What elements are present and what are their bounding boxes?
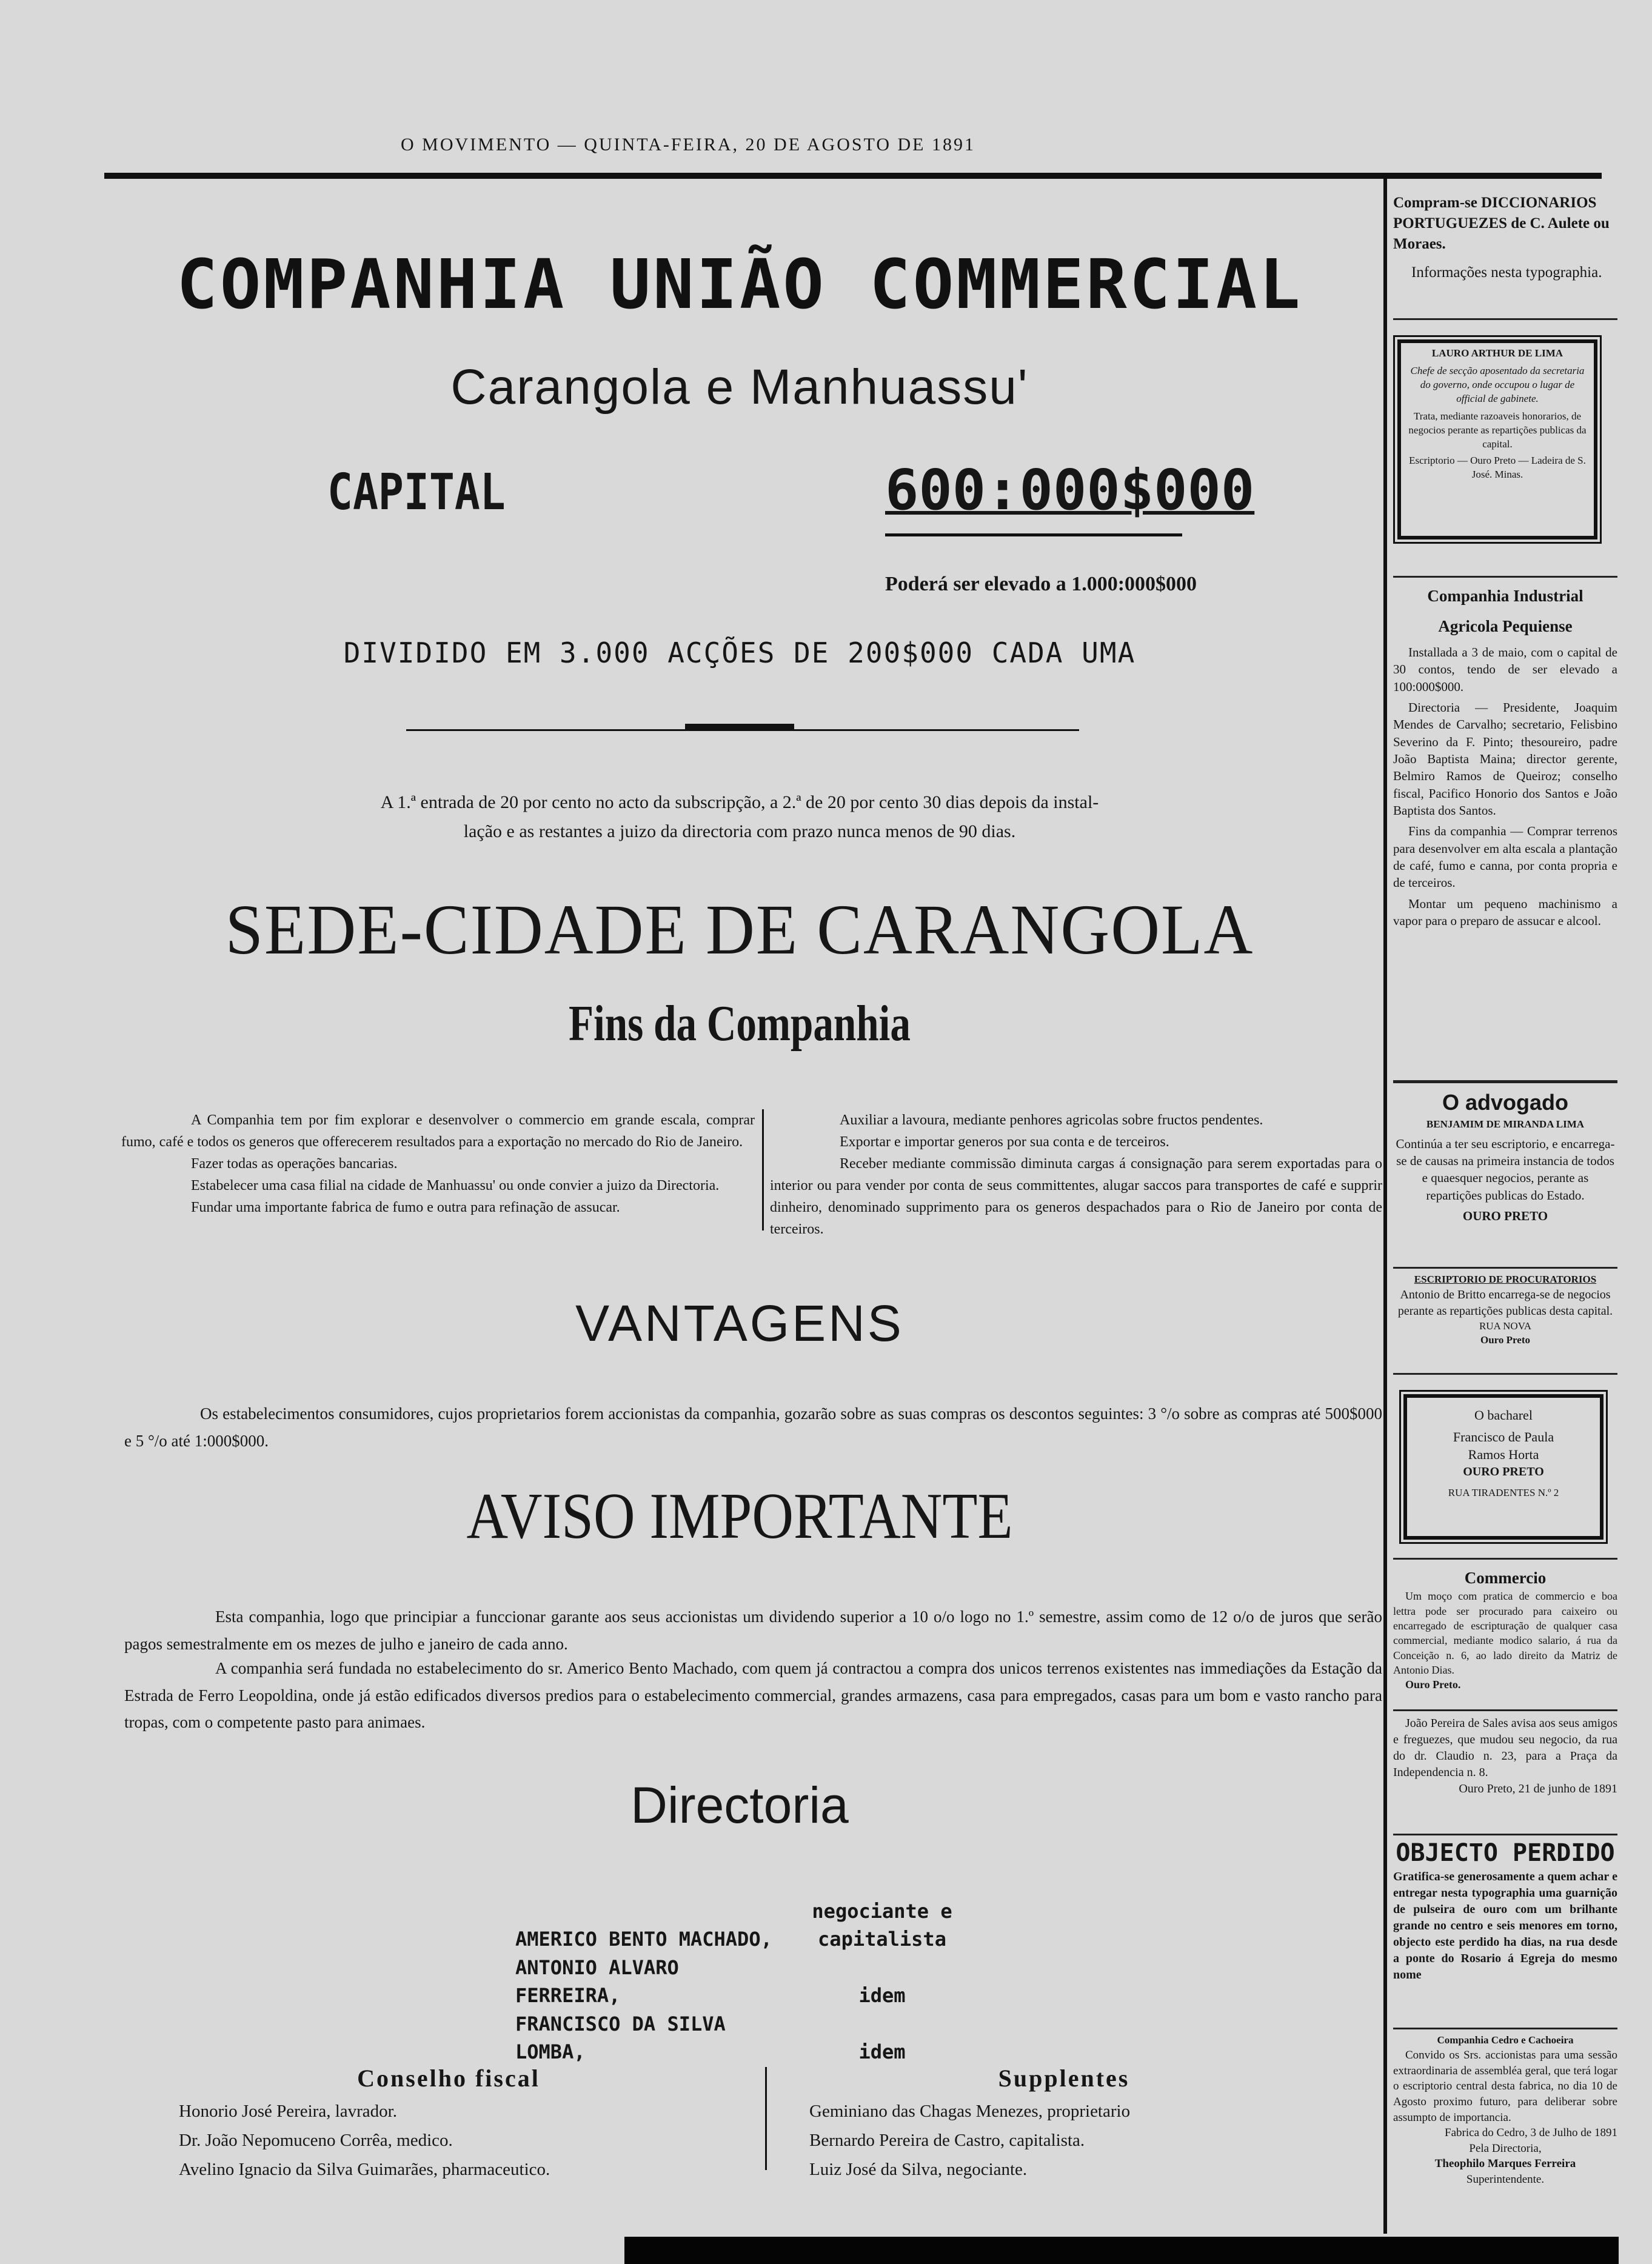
ad-bacharel-2: Francisco de Paula: [1453, 1429, 1554, 1444]
capital-underline: [885, 533, 1182, 536]
ad-advogado-title: O advogado: [1442, 1090, 1569, 1115]
rule: [1393, 576, 1617, 578]
supplentes-heading: Supplentes: [998, 2065, 1130, 2092]
director-role: negociante e capitalista: [812, 1900, 952, 1951]
entry-line-2: lação e as restantes a juizo da directoria com prazo nunca menos de 90 dias.: [463, 821, 1016, 841]
conselho-list: [179, 2097, 724, 2185]
fins-left-item: Fundar uma importante fabrica de fumo e outra para refinação de assucar.: [191, 1200, 620, 1215]
ad-bacharel-1: O bacharel: [1474, 1407, 1533, 1423]
fins-right-item: Auxiliar a lavoura, mediante penhores agricolas sobre fructos pendentes.: [840, 1112, 1263, 1128]
company-title: COMPANHIA UNIÃO COMMERCIAL: [176, 245, 1303, 324]
ad-sales: [1393, 1715, 1617, 1797]
rule: [1393, 318, 1617, 320]
scan-edge-shadow: [624, 2237, 1619, 2264]
vantagens-heading: VANTAGENS: [575, 1295, 904, 1352]
ad-advogado: [1393, 1088, 1617, 1224]
ad-cc-sign2: Theophilo Marques Ferreira: [1434, 2157, 1576, 2171]
ad-pequiense: [1393, 585, 1617, 929]
supplente-member: Luiz José da Silva, negociante.: [809, 2159, 1028, 2179]
ad-proc-city: Ouro Preto: [1480, 1334, 1530, 1346]
ad-commercio: [1393, 1567, 1617, 1692]
fins-left-column: [121, 1109, 755, 1218]
directors-list: [515, 1897, 1061, 2066]
director-row: [515, 2010, 1061, 2066]
directoria-heading: Directoria: [630, 1777, 849, 1834]
ad-commercio-title: Commercio: [1464, 1569, 1547, 1587]
ad-bacharel-3: Ramos Horta: [1468, 1447, 1539, 1463]
ad-diccionarios-text: Compram-se DICCIONARIOS PORTUGUEZES de C. Aulete ou Moraes.: [1393, 195, 1610, 252]
ad-proc-title: ESCRIPTORIO DE PROCURATORIOS: [1414, 1274, 1597, 1285]
director-role: idem: [858, 2040, 906, 2063]
ad-diccionarios: [1393, 193, 1617, 283]
rule: [1393, 1709, 1617, 1711]
ad-cc-date: Fabrica do Cedro, 3 de Julho de 1891: [1445, 2126, 1617, 2140]
ad-pequiense-p2: Directoria — Presidente, Joaquim Mendes de Carvalho; secretario, Felisbino Severino da F. Pinto; thesoureiro, padre João Baptista Maina; director gerente, Belmiro Ramos de Queiroz; conselho fiscal, Pacifico Honorio dos Santos e João Baptista dos Santos.: [1393, 700, 1617, 818]
ad-commercio-city: Ouro Preto.: [1405, 1678, 1461, 1691]
ad-pequiense-p1: Installada a 3 de maio, com o capital de 30 contos, tendo de ser elevado a 100:000$000.: [1393, 644, 1617, 694]
supplente-member: Geminiano das Chagas Menezes, proprietario: [809, 2102, 1131, 2121]
rule: [1393, 1080, 1617, 1083]
ad-cc-title: Companhia Cedro e Cachoeira: [1437, 2034, 1574, 2046]
aviso-paragraph-2: A companhia será fundada no estabelecimento do sr. Americo Bento Machado, com quem já contractou a compra dos unicos terrenos existentes nas immediações da Estação da Estrada de Ferro Leopoldina, onde já estão edificados diversos predios para o estabelecimento commercial, grandes armazens, casa para empregados, casas para um bom e vasto rancho para tropas, com o competente pasto para animaes.: [124, 1659, 1382, 1732]
fins-left-item: Fazer todas as operações bancarias.: [191, 1156, 398, 1172]
ad-objecto-text: Gratifica-se generosamente a quem achar e entregar nesta typographia uma guarnição de pulseira de ouro com um brilhante grande no centro e seis menores em torno, objecto este perdido ha dias, na rua desde a ponte do Rosario á Egreja do mesmo nome: [1393, 1870, 1617, 1982]
ad-lauro-name: LAURO ARTHUR DE LIMA: [1431, 347, 1563, 359]
ad-pequiense-p3: Fins da companhia — Comprar terrenos para desenvolver em alta escala a plantação de café, fumo e canna, por conta propria e de terceiros.: [1393, 824, 1617, 890]
ad-lauro-p1: Chefe de secção aposentado da secretaria do governo, onde occupou o lugar de official de gabinete.: [1410, 364, 1585, 404]
director-name: ANTONIO ALVARO FERREIRA,: [515, 1955, 679, 2008]
rule: [1393, 1834, 1617, 1835]
ad-diccionarios-info: Informações nesta typographia.: [1411, 264, 1602, 281]
ad-sales-text: João Pereira de Sales avisa aos seus amigos e freguezes, que mudou seu negocio, da rua do dr. Claudio n. 23, para a Praça da Independencia n. 8.: [1393, 1717, 1617, 1779]
capital-note: Poderá ser elevado a 1.000:000$000: [885, 573, 1197, 595]
ad-procuratorios: [1393, 1273, 1617, 1347]
ad-advogado-text: Continúa a ter seu escriptorio, e encarrega-se de causas na primeira instancia de todos e quaesquer negocios, perante as repartições publicas do Estado.: [1396, 1136, 1615, 1203]
entry-terms: [103, 788, 1376, 846]
director-name: FRANCISCO DA SILVA LOMBA,: [515, 2012, 726, 2063]
ad-cc-sign1: Pela Directoria,: [1469, 2142, 1542, 2155]
conselho-member: Honorio José Pereira, lavrador.: [179, 2102, 397, 2121]
fins-right-item: Exportar e importar generos por sua conta e de terceiros.: [840, 1134, 1169, 1150]
fins-right-column: [770, 1109, 1382, 1240]
fins-left-item: Estabelecer uma casa filial na cidade de Manhuassu' ou onde convier a juizo da Directoria.: [191, 1178, 720, 1194]
ad-lauro-box: [1397, 339, 1597, 539]
capital-value: 600:000$000: [885, 458, 1255, 523]
vantagens-text: Os estabelecimentos consumidores, cujos proprietarios forem accionistas da companhia, gozarão sobre as suas compras os descontos seguintes: 3 °/o sobre as compras até 500$000 e 5 °/o até 1:000$000.: [124, 1404, 1382, 1450]
company-subtitle: Carangola e Manhuassu': [450, 359, 1029, 415]
conselho-member: Avelino Ignacio da Silva Guimarães, pharmaceutico.: [179, 2159, 550, 2179]
director-name: AMERICO BENTO MACHADO,: [515, 1928, 772, 1951]
ad-commercio-text: Um moço com pratica de commercio e boa lettra pode ser procurado para caixeiro ou encarregado de escripturação de qualquer casa commercial, mediante modico salario, á rua da Conceição n. 6, ao lado direito da Matriz de Antonio Dias.: [1393, 1590, 1617, 1676]
fins-divider: [762, 1109, 764, 1231]
rule: [1393, 1373, 1617, 1375]
supplentes-list: [809, 2097, 1355, 2185]
ad-proc-text: Antonio de Britto encarrega-se de negocios perante as repartições publicas desta capital.: [1397, 1287, 1613, 1318]
ornament-center: [685, 724, 794, 731]
shares-line: DIVIDIDO EM 3.000 ACÇÕES DE 200$000 CADA UMA: [343, 636, 1136, 669]
ad-advogado-name: BENJAMIM DE MIRANDA LIMA: [1426, 1118, 1585, 1130]
ad-bacharel-city: OURO PRETO: [1463, 1465, 1544, 1479]
rule: [1393, 2028, 1617, 2029]
fins-heading: Fins da Companhia: [569, 995, 911, 1052]
ad-pequiense-title2: Agricola Pequiense: [1438, 617, 1573, 636]
ad-objecto-title: OBJECTO PERDIDO: [1396, 1839, 1615, 1867]
director-row: [515, 1954, 1061, 2010]
ad-proc-street: RUA NOVA: [1479, 1320, 1532, 1332]
capital-label: CAPITAL: [327, 464, 506, 521]
supplente-member: Bernardo Pereira de Castro, capitalista.: [809, 2130, 1085, 2150]
ad-pequiense-title1: Companhia Industrial: [1427, 587, 1583, 605]
rule: [1393, 1558, 1617, 1560]
page-header: O MOVIMENTO — QUINTA-FEIRA, 20 DE AGOSTO DE 1891: [401, 135, 975, 155]
ad-cedro-cachoeira: [1393, 2034, 1617, 2188]
ad-sales-date: Ouro Preto, 21 de junho de 1891: [1459, 1782, 1617, 1795]
aviso-paragraph-1: Esta companhia, logo que principiar a funccionar garante aos seus accionistas um dividendo superior a 10 o/o logo no 1.º semestre, assim como de 12 o/o de juros que serão pagos semestralmente em os mezes de julho e janeiro de cada anno.: [124, 1608, 1382, 1653]
conselho-member: Dr. João Nepomuceno Corrêa, medico.: [179, 2130, 453, 2150]
fins-right-item: Receber mediante commissão diminuta cargas á consignação para serem exportadas para o interior ou para vender por conta de seus committentes, alugar saccos para transportes de café e supprir dinheiro, denominado supprimento para os generos despachados para o Rio de Janeiro por conta de terceiros.: [770, 1156, 1382, 1237]
fins-left-item: A Companhia tem por fim explorar e desenvolver o commercio em grande escala, comprar fumo, café e todos os generos que offerecerem resultados para a exportação no mercado do Rio de Janeiro.: [121, 1112, 755, 1150]
ad-lauro-p2: Trata, mediante razoaveis honorarios, de negocios perante as repartições publicas da capital.: [1408, 410, 1587, 450]
ad-pequiense-p4: Montar um pequeno machinismo a vapor para o preparo de assucar e alcool.: [1393, 896, 1617, 929]
ad-bacharel-addr: RUA TIRADENTES N.º 2: [1448, 1487, 1559, 1499]
director-role: idem: [858, 1984, 906, 2008]
ad-objecto-perdido: [1393, 1840, 1617, 1983]
entry-line-1: A 1.ª entrada de 20 por cento no acto da subscripção, a 2.ª de 20 por cento 30 dias depois da instal-: [380, 792, 1099, 812]
rule: [1393, 1267, 1617, 1269]
ad-cc-text: Convido os Srs. accionistas para uma sessão extraordinaria de assembléa geral, que terá logar o escriptorio central desta fabrica, no dia 10 de Agosto proximo futuro, para deliberar sobre assumpto de importancia.: [1393, 2048, 1617, 2124]
aviso-heading: AVISO IMPORTANTE: [466, 1480, 1013, 1552]
conselho-heading: Conselho fiscal: [357, 2065, 540, 2092]
conselho-divider: [765, 2067, 767, 2170]
director-row: [515, 1897, 1061, 1954]
header-rule: [104, 173, 1602, 179]
sede-heading: SEDE-CIDADE DE CARANGOLA: [225, 890, 1254, 970]
ad-lauro-addr: Escriptorio — Ouro Preto — Ladeira de S. José. Minas.: [1409, 454, 1586, 480]
ad-bacharel-box: [1403, 1394, 1604, 1540]
ad-cc-sign3: Superintendente.: [1466, 2173, 1545, 2186]
ad-advogado-city: OURO PRETO: [1462, 1208, 1548, 1223]
column-divider: [1383, 179, 1387, 2234]
